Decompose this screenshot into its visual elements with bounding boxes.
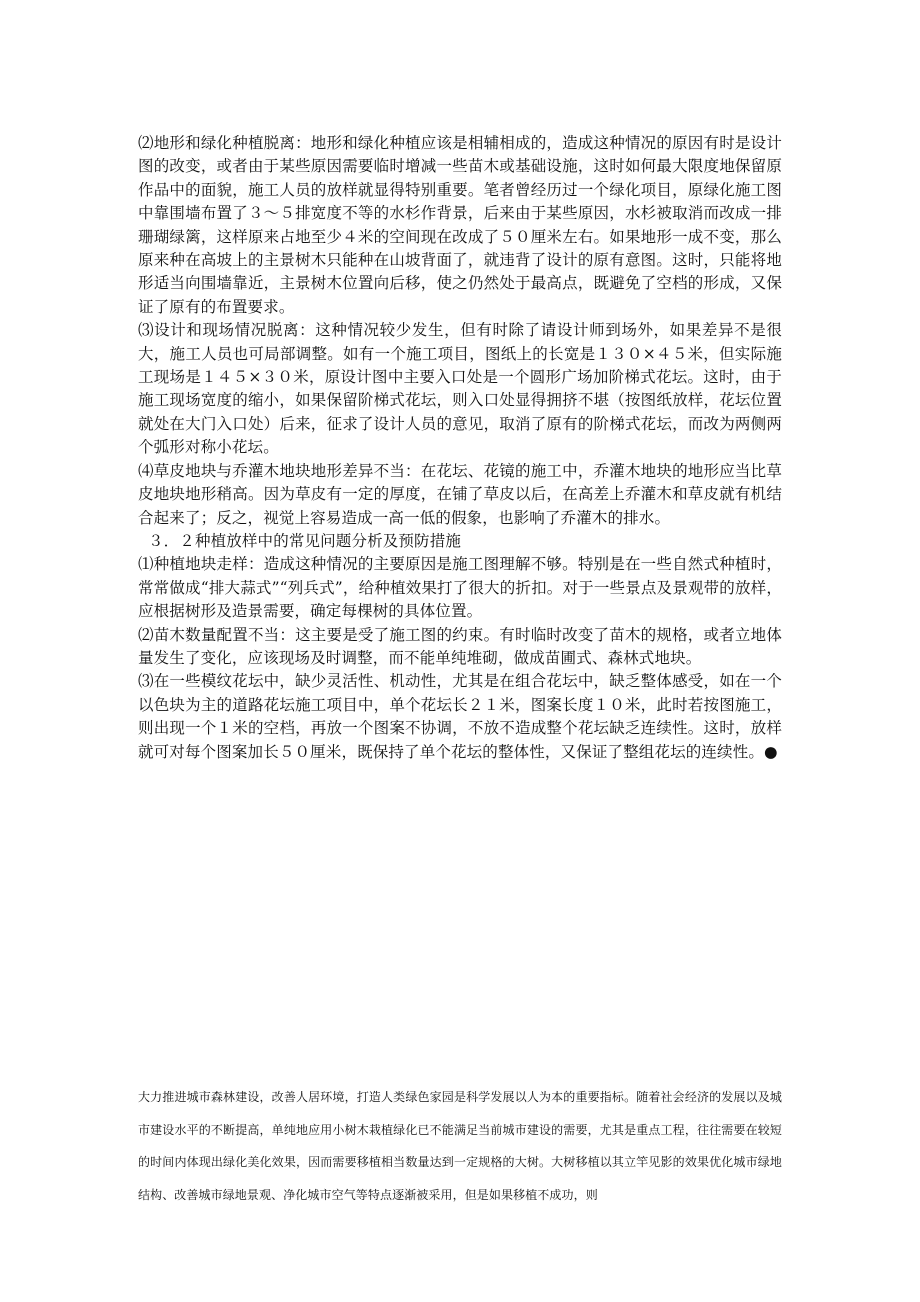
intro-paragraph: 大力推进城市森林建设，改善人居环境，打造人类绿色家园是科学发展以人为本的重要指标。随着社会经济的发展以及城市建设水平的不断提高，单纯地应用小树木栽植绿化已不能满足当前城市建设的需要，尤其是重点工程，往往需要在较短的时间内体现出绿化美化效果，因而需要移植相当数量达到一定规格的大树。大树移植以其立竿见影的效果优化城市绿地结构、改善城市绿地景观、净化城市空气等特点逐渐被采用，但是如果移植不成功，则	[138, 1090, 782, 1202]
paragraph-terrain-planting: ⑵地形和绿化种植脱离：地形和绿化种植应该是相辅相成的，造成这种情况的原因有时是设计图的改变，或者由于某些原因需要临时增减一些苗木或基础设施，这时如何最大限度地保留原作品中的面貌，施工人员的放样就显得特别重要。笔者曾经历过一个绿化项目，原绿化施工图中靠围墙布置了３～５排宽度不等的水杉作背景，后来由于某些原因，水杉被取消而改成一排珊瑚绿篱，这样原来占地至少４米的空间现在改成了５０厘米左右。如果地形一成不变，那么原来种在高坡上的主景树木只能种在山坡背面了，就违背了设计的原有意图。这时，只能将地形适当向围墙靠近，主景树木位置向后移，使之仍然处于最高点，既避免了空档的形成，又保证了原有的布置要求。	[138, 134, 782, 316]
paragraph-design-site: ⑶设计和现场情况脱离：这种情况较少发生，但有时除了请设计师到场外，如果差异不是很大，施工人员也可局部调整。如有一个施工项目，图纸上的长宽是１３０×４５米，但实际施工现场是１４５×３０米，原设计图中主要入口处是一个圆形广场加阶梯式花坛。这时，由于施工现场宽度的缩小，如果保留阶梯式花坛，则入口处显得拥挤不堪（按图纸放样，花坛位置就处在大门入口处）后来，征求了设计人员的意见，取消了原有的阶梯式花坛，而改为两侧两个弧形对称小花坛。	[138, 321, 782, 457]
article-body	[138, 132, 782, 764]
section-heading: ３．２种植放样中的常见问题分析及预防措施	[148, 531, 462, 550]
paragraph-turf-shrub: ⑷草皮地块与乔灌木地块地形差异不当：在花坛、花镜的施工中，乔灌木地块的地形应当比草皮地块地形稍高。因为草皮有一定的厚度，在铺了草皮以后，在高差上乔灌木和草皮就有机结合起来了；反之，视觉上容易造成一高一低的假象，也影响了乔灌木的排水。	[138, 461, 782, 527]
paragraph-seedling-quantity: ⑵苗木数量配置不当：这主要是受了施工图的约束。有时临时改变了苗木的规格，或者立地体量发生了变化，应该现场及时调整，而不能单纯堆砌，做成苗圃式、森林式地块。	[138, 625, 782, 667]
paragraph-pattern-bed: ⑶在一些模纹花坛中，缺少灵活性、机动性，尤其是在组合花坛中，缺乏整体感受，如在一个以色块为主的道路花坛施工项目中，单个花坛长２１米，图案长度１０米，此时若按图施工，则出现一个１米的空档，再放一个图案不协调，不放不造成整个花坛缺乏连续性。这时，放样就可对每个图案加长５０厘米，既保持了单个花坛的整体性，又保证了整组花坛的连续性。●	[138, 672, 782, 761]
paragraph-planting-layout: ⑴种植地块走样：造成这种情况的主要原因是施工图理解不够。特别是在一些自然式种植时，常常做成“排大蒜式”“列兵式”，给种植效果打了很大的折扣。对于一些景点及景观带的放样，应根据树形及造景需要，确定每棵树的具体位置。	[138, 555, 782, 621]
intro-section	[138, 1081, 782, 1211]
